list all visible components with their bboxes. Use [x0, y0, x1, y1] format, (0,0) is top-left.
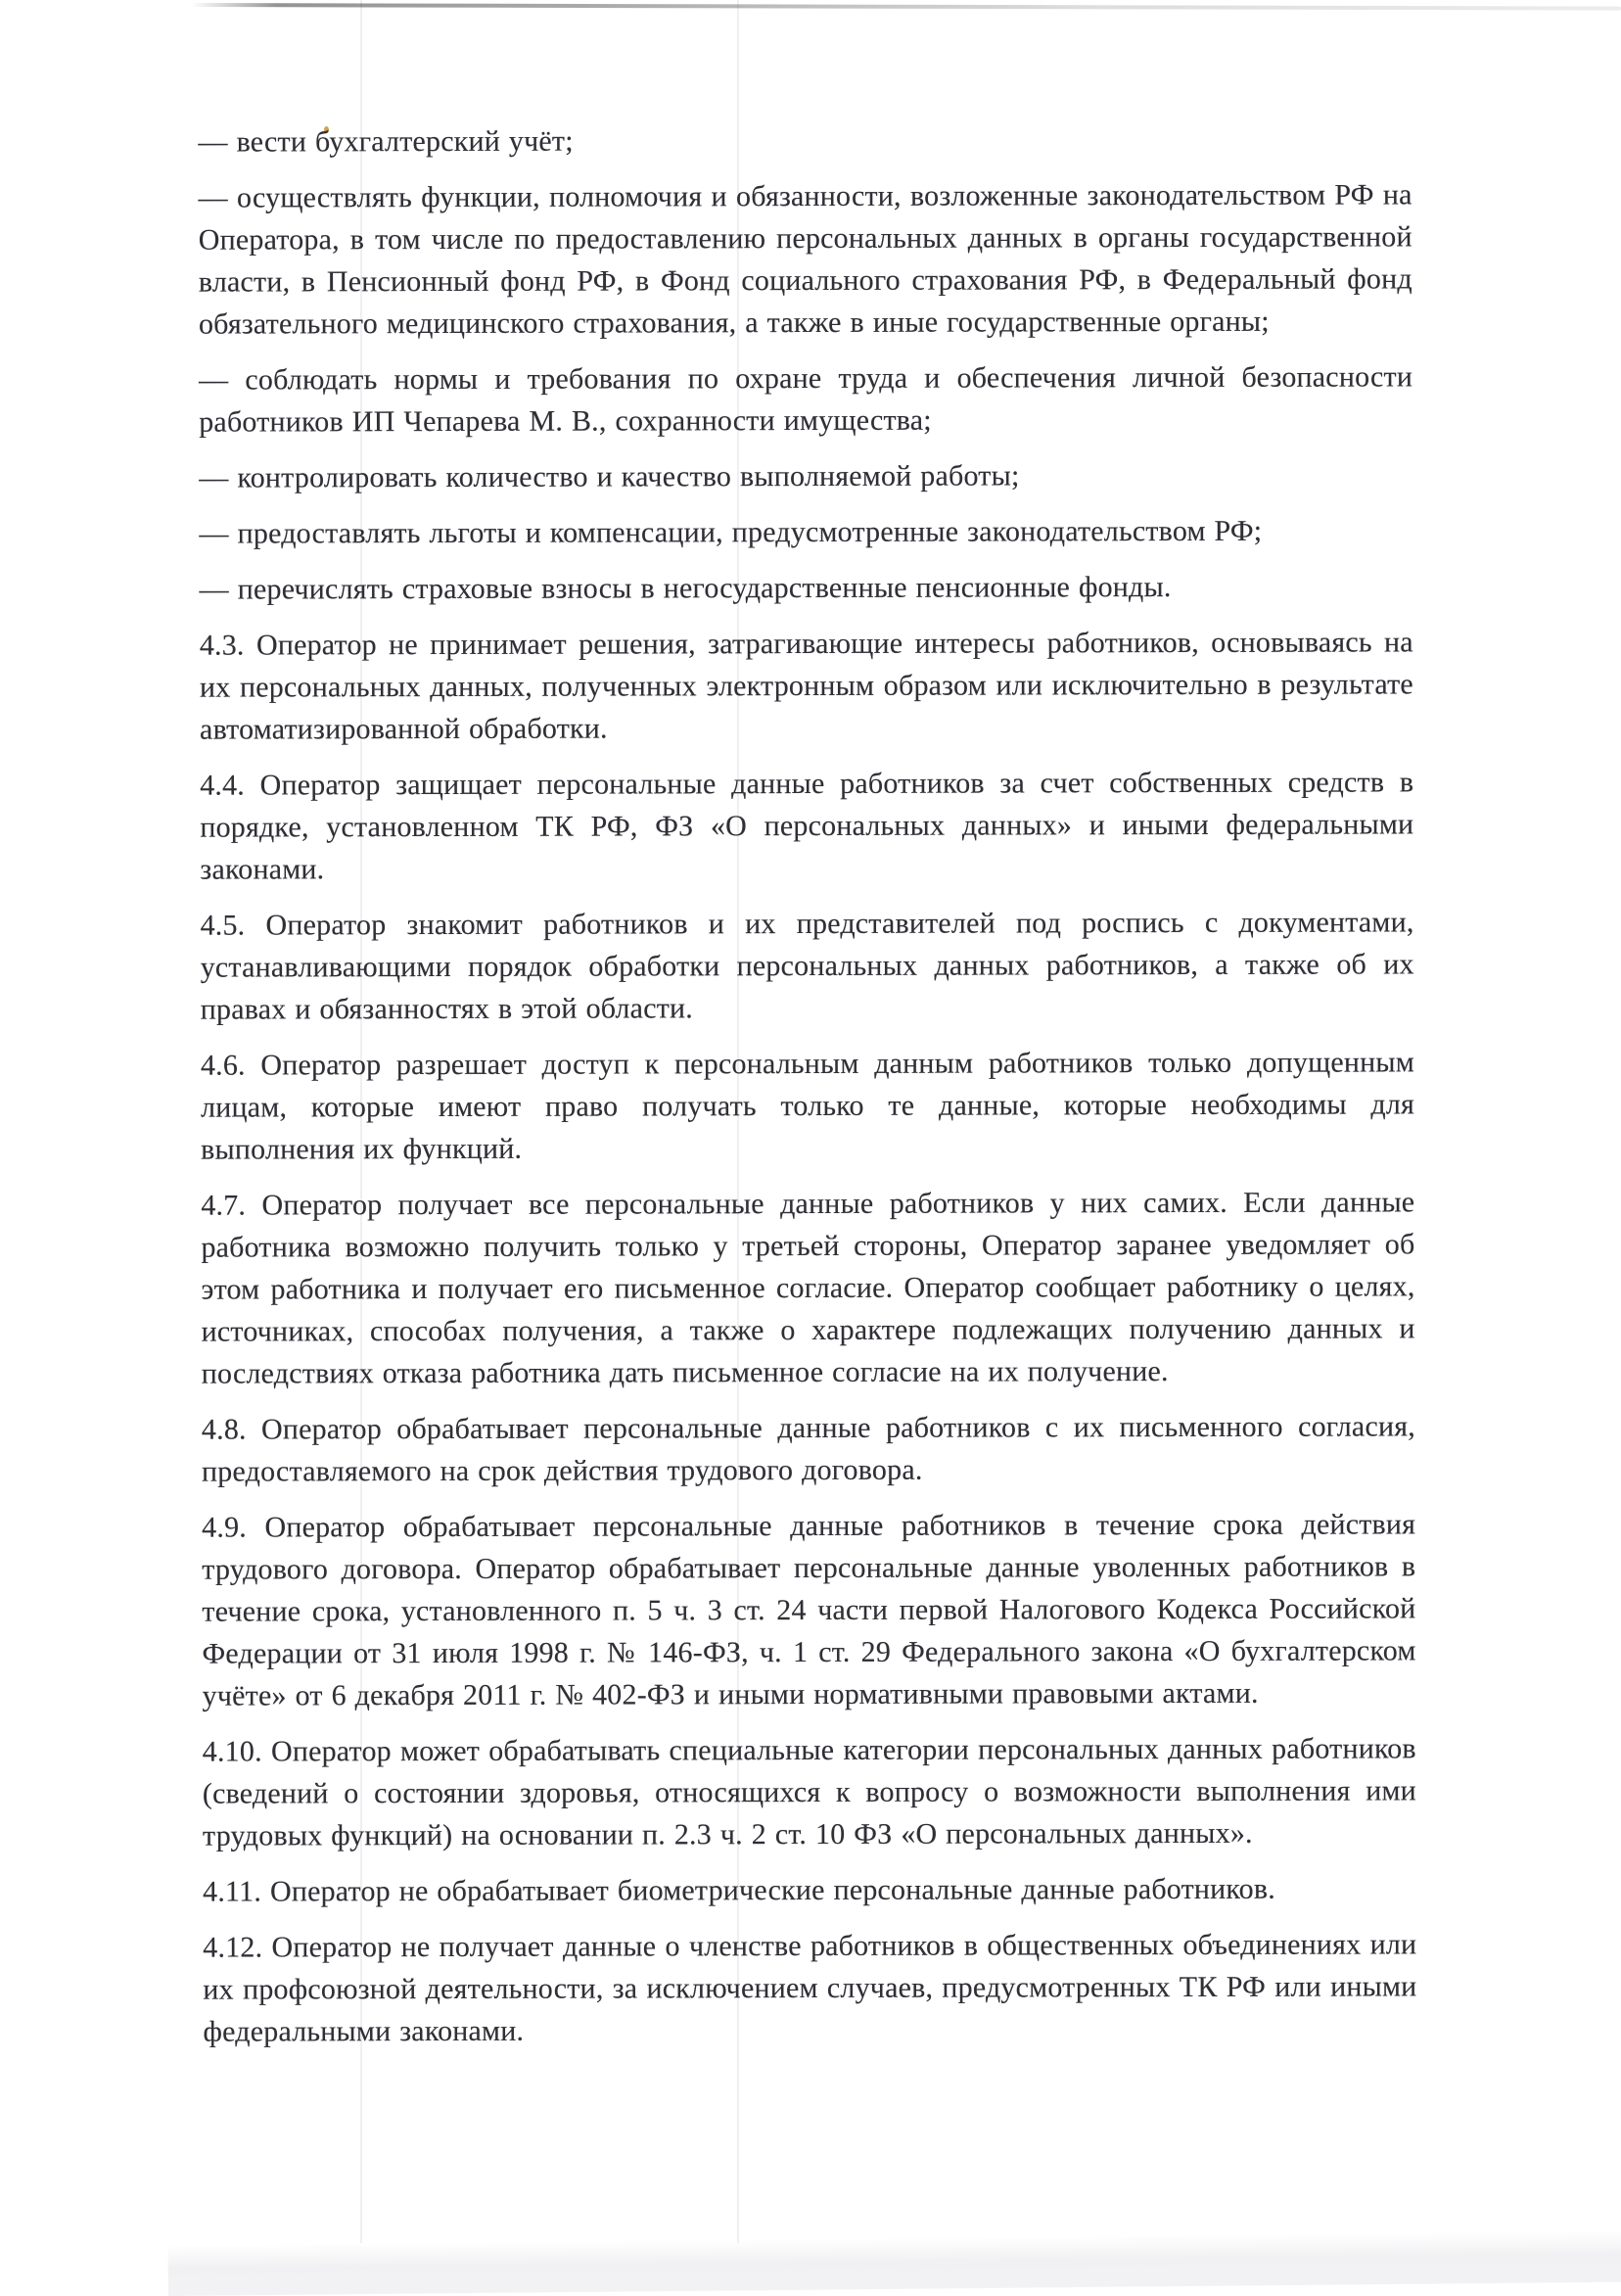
- clause-4-8: [202, 1405, 1415, 1492]
- clause-number: 4.3.: [199, 629, 245, 662]
- clause-number: 4.9.: [202, 1511, 248, 1544]
- clause-4-7: [201, 1181, 1415, 1394]
- clause-text: Оператор защищает персональные данные работников за счет собственных средств в порядке, установленном ТК РФ, ФЗ «О персональных данных» и иными федеральными законами.: [200, 766, 1414, 886]
- clause-text: Оператор может обрабатывать специальные категории персональных данных работников (сведений о состоянии здоровья, относящихся к вопросу о возможности выполнения ими трудовых функций) на основании п. 2.3 ч. 2 ст. 10 ФЗ «О персональных данных».: [202, 1732, 1416, 1852]
- clause-text: Оператор разрешает доступ к персональным данным работников только допущенным лицам, которые имеют право получать только те данные, которые необходимы для выполнения их функций.: [200, 1046, 1415, 1166]
- list-item-work-quality-control: — контролировать количество и качество выполняемой работы;: [199, 459, 1020, 494]
- clause-4-12: [203, 1923, 1416, 2052]
- clause-4-5: [200, 901, 1413, 1030]
- list-item-pension-contributions: — перечислять страховые взносы в негосударственные пенсионные фонды.: [199, 571, 1172, 606]
- list-item-functions-duties: — осуществлять функции, полномочия и обязанности, возложенные законодательством РФ на Оператора, в том числе по предоставлению персональных данных в органы государственной власти, в Пенсионный фонд РФ, в Фонд социального страхования РФ, в Федеральный фонд обязательного медицинского страхования, а также в иные государственные органы;: [198, 178, 1413, 341]
- clause-text: Оператор знакомит работников и их представителей под роспись с документами, устанавливающими порядок обработки персональных данных работников, а также об их правах и обязанностях в этой области.: [200, 906, 1414, 1026]
- clause-4-6: [201, 1041, 1414, 1170]
- clause-text: Оператор не получает данные о членстве работников в общественных объединениях или их профсоюзной деятельности, за исключением случаев, предусмотренных ТК РФ или иными федеральными законами.: [203, 1928, 1417, 2048]
- clause-4-11: [203, 1867, 1416, 1912]
- clause-4-10: [203, 1727, 1416, 1856]
- scan-shadow-bottom-artifact: [168, 2231, 1621, 2296]
- clause-number: 4.11.: [203, 1875, 262, 1908]
- clause-number: 4.7.: [201, 1189, 247, 1222]
- clause-number: 4.12.: [203, 1931, 263, 1964]
- clause-text: Оператор не принимает решения, затрагивающие интересы работников, основываясь на их персональных данных, полученных электронным образом или исключительно в результате автоматизированной обработки.: [199, 626, 1413, 746]
- clause-4-3: [200, 621, 1413, 750]
- clause-number: 4.10.: [202, 1735, 262, 1768]
- list-item-benefits-compensations: — предоставлять льготы и компенсации, предусмотренные законодательством РФ;: [199, 514, 1263, 550]
- clause-number: 4.4.: [200, 769, 246, 802]
- clause-number: 4.5.: [200, 909, 246, 942]
- document-page: [198, 117, 1416, 2066]
- clause-number: 4.8.: [201, 1413, 247, 1446]
- clause-text: Оператор получает все персональные данные работников у них самих. Если данные работника возможно получить только у третьей стороны, Оператор заранее уведомляет об этом работника и получает его письменное согласие. Оператор сообщает работнику о целях, источниках, способах получения, а также о характере подлежащих получению данных и последствиях отказа работника дать письменное согласие на их получение.: [201, 1186, 1415, 1390]
- scan-edge-top-artifact: [191, 3, 1621, 11]
- clause-4-9: [202, 1503, 1416, 1716]
- list-item-accounting: — вести бухгалтерский учёт;: [198, 124, 574, 159]
- clause-4-4: [200, 761, 1413, 890]
- clause-text: Оператор не обрабатывает биометрические персональные данные работников.: [269, 1872, 1275, 1908]
- clause-text: Оператор обрабатывает персональные данные работников в течение срока действия трудового договора. Оператор обрабатывает персональные данные уволенных работников в течение срока, установленного п. 5 ч. 3 ст. 24 части первой Налогового Кодекса Российской Федерации от 31 июля 1998 г. № 146-ФЗ, ч. 1 ст. 29 Федерального закона «О бухгалтерском учёте» от 6 декабря 2011 г. № 402-ФЗ и иными нормативными правовыми актами.: [202, 1508, 1416, 1712]
- list-item-labor-safety: — соблюдать нормы и требования по охране труда и обеспечения личной безопасности работников ИП Чепарева М. В., сохранности имущества;: [199, 360, 1413, 439]
- clause-number: 4.6.: [200, 1049, 246, 1082]
- clause-text: Оператор обрабатывает персональные данные работников с их письменного согласия, предоставляемого на срок действия трудового договора.: [201, 1410, 1415, 1488]
